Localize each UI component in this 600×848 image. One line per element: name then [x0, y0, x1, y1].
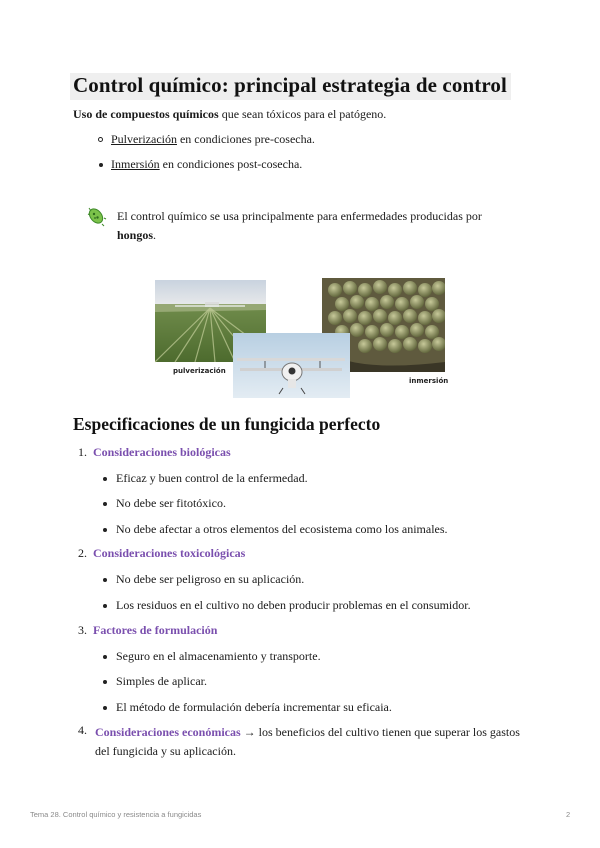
bullet-icon — [103, 706, 107, 710]
bullet-icon — [103, 578, 107, 582]
method-item — [111, 132, 315, 147]
airplane-photo — [233, 333, 350, 398]
bullet-icon — [103, 528, 107, 532]
consideration-economic — [95, 723, 535, 761]
method-item — [111, 157, 302, 172]
method-term: Pulverización — [111, 132, 177, 146]
microbe-icon — [85, 205, 107, 227]
list-item: No debe afectar a otros elementos del ecosistema como los animales. — [116, 522, 448, 536]
bullet-hollow-icon — [98, 137, 103, 142]
bullet-icon — [99, 163, 103, 167]
note-text — [117, 207, 507, 245]
list-item: El método de formulación debería incrementar su eficaia. — [116, 700, 392, 714]
intro-paragraph — [73, 107, 386, 122]
bullet-icon — [103, 502, 107, 506]
consideration-label: Consideraciones biológicas — [93, 445, 231, 459]
method-term: Inmersión — [111, 157, 160, 171]
note-bold: hongos — [117, 228, 154, 242]
method-rest: en condiciones post-cosecha. — [159, 157, 303, 171]
intro-bold: Uso de compuestos químicos — [73, 107, 219, 121]
method-rest: en condiciones pre-cosecha. — [176, 132, 315, 146]
footer-text: Tema 28. Control químico y resistencia a fungicidas — [30, 810, 202, 819]
consideration-text: → los beneficios del cultivo tienen que superar los gastos del fungicida y su aplicación. — [95, 725, 520, 758]
bullet-icon — [103, 655, 107, 659]
figure-label-left: pulverización — [173, 367, 226, 375]
page-title: Control químico: principal estrategia de control — [70, 73, 511, 100]
consideration-label: Consideraciones económicas — [95, 725, 241, 739]
consideration-heading — [78, 445, 231, 460]
consideration-label: Factores de formulación — [93, 623, 218, 637]
consideration-heading — [78, 623, 217, 638]
list-item: Eficaz y buen control de la enfermedad. — [116, 471, 308, 485]
list-number: 3. — [78, 623, 87, 637]
intro-rest: que sean tóxicos para el patógeno. — [218, 107, 387, 121]
list-item: No debe ser fitotóxico. — [116, 496, 226, 510]
consideration-label: Consideraciones toxicológicas — [93, 546, 246, 560]
bullet-icon — [103, 604, 107, 608]
page-number: 2 — [566, 810, 571, 819]
bullet-icon — [103, 477, 107, 481]
bullet-icon — [103, 680, 107, 684]
note-end: . — [153, 228, 157, 242]
list-item: Los residuos en el cultivo no deben producir problemas en el consumidor. — [116, 598, 471, 612]
list-item: No debe ser peligroso en su aplicación. — [116, 572, 305, 586]
section-title: Especificaciones de un fungicida perfecto — [73, 414, 381, 434]
list-number: 1. — [78, 445, 87, 459]
list-item: Simples de aplicar. — [116, 674, 207, 688]
note-main: El control químico se usa principalmente para enfermedades producidas por — [117, 209, 482, 223]
list-number: 4. — [78, 723, 87, 737]
figure-label-right: inmersión — [409, 377, 449, 385]
consideration-heading — [78, 546, 245, 561]
photo-collage — [155, 278, 449, 398]
list-number: 2. — [78, 546, 87, 560]
list-item: Seguro en el almacenamiento y transporte. — [116, 649, 321, 663]
